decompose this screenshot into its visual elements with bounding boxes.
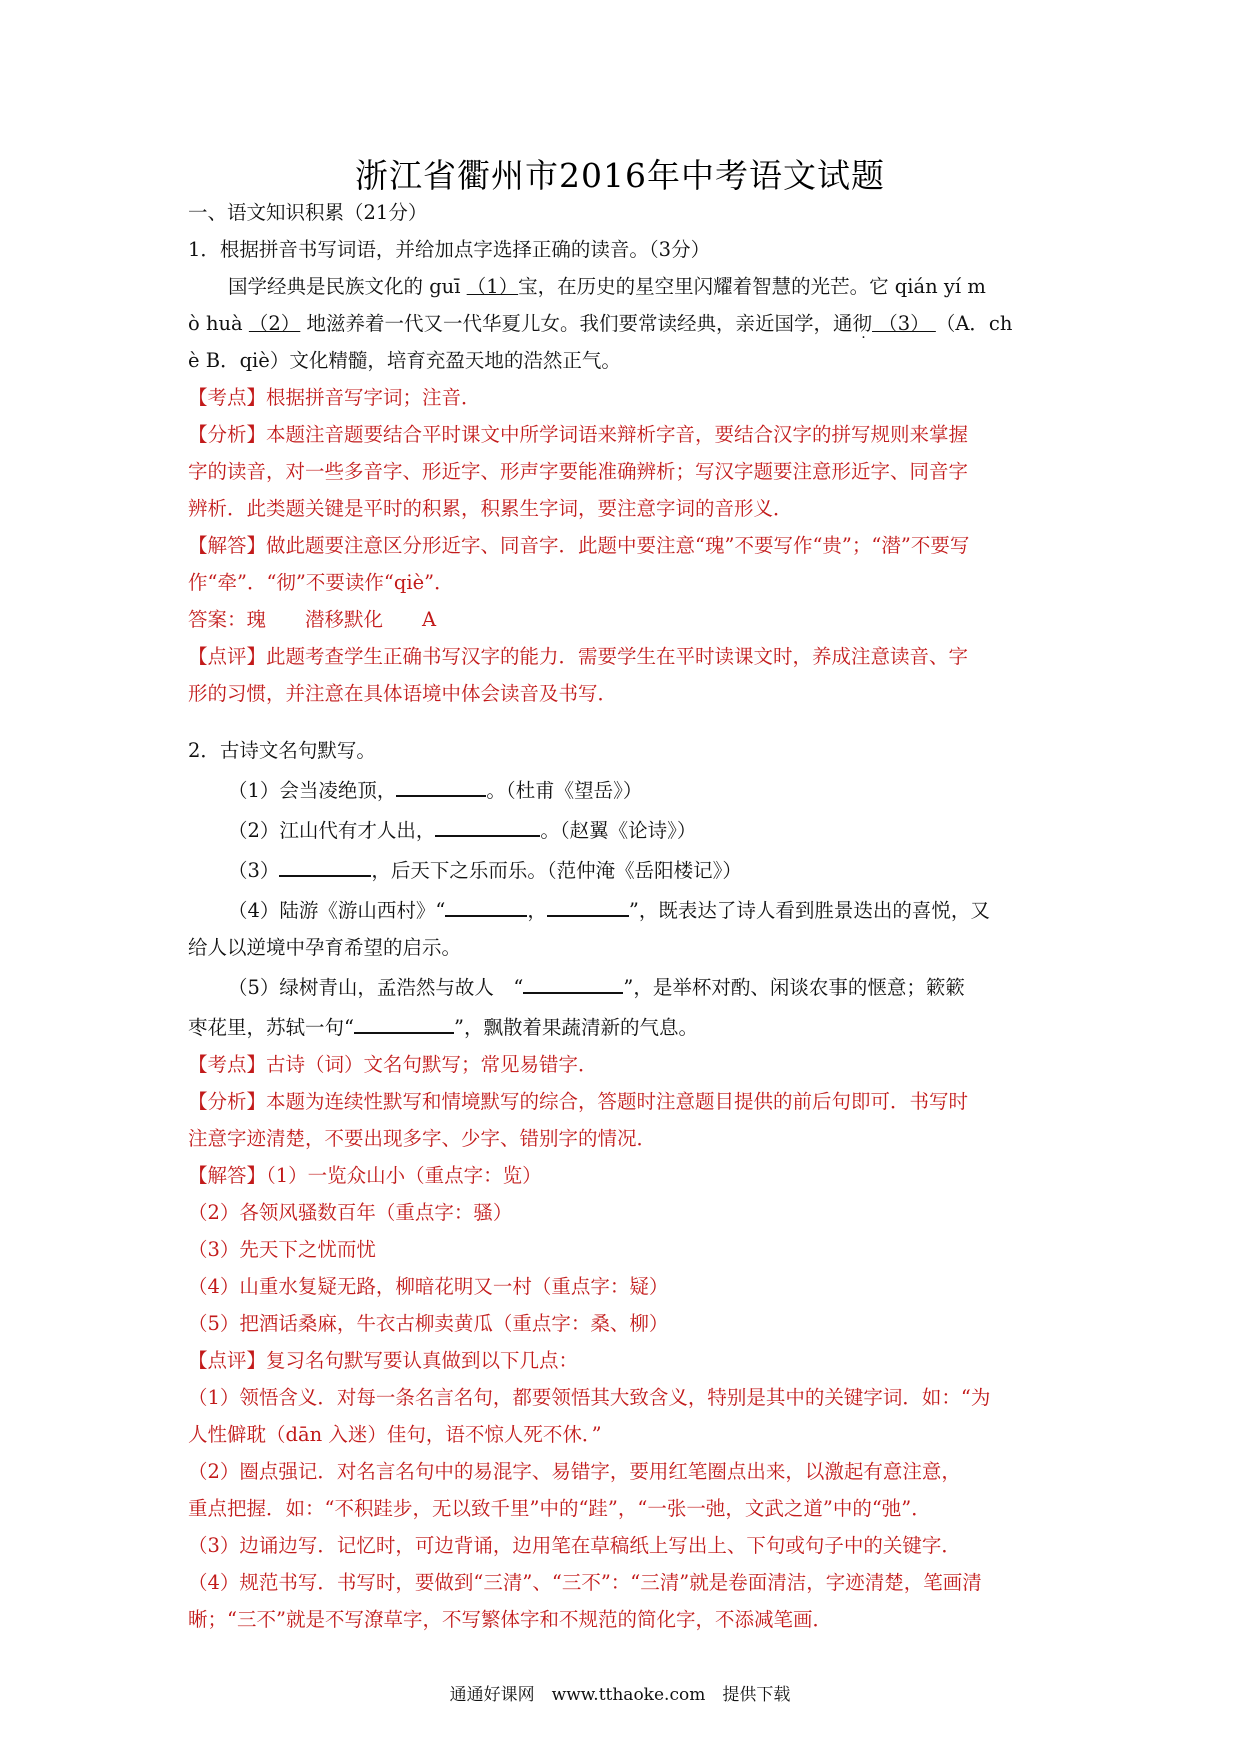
passage-text: 宝，在历史的星空里闪耀着智慧的光芒。它 qián yí m [518,275,986,298]
q1-answer: 答案：瑰 潜移默化 A [188,608,437,631]
question-1-passage-line-1 [188,272,1068,302]
q2-dianping-7: 晰；“三不”就是不写潦草字，不写繁体字和不规范的简化字，不添减笔画． [188,1608,832,1631]
q2-item-4-cont: 给人以逆境中孕育希望的启示。 [188,936,462,959]
section-heading: 一、语文知识积累（21分） [188,201,428,224]
passage-text: ò huà [188,312,249,335]
q2-item-5 [188,970,1068,1003]
answer-blank [445,893,527,917]
item-text: ”，飘散着果蔬清新的气息。 [453,1016,698,1039]
answer-blank [435,813,540,837]
answer-blank [396,773,486,797]
spacer [188,716,1068,736]
answer-blank [279,853,371,877]
q2-jieda-4: （4）山重水复疑无路，柳暗花明又一村（重点字：疑） [188,1275,669,1298]
item-text: （1）会当凌绝顶， [228,779,397,802]
blank-3: （3） [872,312,936,335]
item-text: （4）陆游《游山西村》“ [228,899,446,922]
q1-dianping-2: 形的习惯，并注意在具体语境中体会读音及书写． [188,682,618,705]
q2-fenxi-2: 注意字迹清楚，不要出现多字、少字、错别字的情况． [188,1127,657,1150]
item-text: ”，既表达了诗人看到胜景迭出的喜悦，又 [628,899,990,922]
item-text: 。（赵翼《论诗》） [540,819,697,842]
q2-dianping-1: （1）领悟含义．对每一条名言名句，都要领悟其大致含义，特别是其中的关键字词．如：“为 [188,1386,991,1409]
item-text: 。（杜甫《望岳》） [486,779,643,802]
answer-blank [523,970,623,994]
passage-text: （A．ch [935,312,1013,335]
answer-blank [354,1010,454,1034]
q1-fenxi-1: 【分析】本题注音题要结合平时课文中所学词语来辩析字音，要结合汉字的拼写规则来掌握 [188,423,969,446]
q2-jieda-3: （3）先天下之忧而忧 [188,1238,376,1261]
q2-item-5-cont [188,1010,1068,1043]
item-text: （5）绿树青山，孟浩然与故人 “ [228,976,524,999]
q1-fenxi-2: 字的读音，对一些多音字、形近字、形声字要能准确辨析；写汉字题要注意形近字、同音字 [188,460,969,483]
passage-text: 地滋养着一代又一代华夏儿女。我们要常读经典，亲近国学，通 [300,312,853,335]
q2-item-4 [188,893,1068,926]
q2-jieda-5: （5）把酒话桑麻，牛衣古柳卖黄瓜（重点字：桑、柳） [188,1312,669,1335]
question-1-passage-line-3: è B．qiè）文化精髓，培育充盈天地的浩然正气。 [188,349,621,372]
q1-kaodian: 【考点】根据拼音写字词；注音． [188,386,481,409]
passage-text: 国学经典是民族文化的 guī [228,275,467,298]
q2-dianping-6: （4）规范书写．书写时，要做到“三清”、“三不”：“三清”就是卷面清洁，字迹清楚，笔画清 [188,1571,982,1594]
item-text: （3） [228,859,280,882]
item-text: ，后天下之乐而乐。（范仲淹《岳阳楼记》） [371,859,742,882]
q2-item-2 [188,813,1068,846]
blank-2: （2） [248,312,301,335]
dotted-char: 彻 [852,312,873,335]
question-2-stem: 2．古诗文名句默写。 [188,739,376,762]
q2-dianping-3: （2）圈点强记．对名言名句中的易混字、易错字，要用红笔圈点出来，以激起有意注意， [188,1460,961,1483]
item-text: ， [527,899,547,922]
question-1-stem: 1．根据拼音书写词语，并给加点字选择正确的读音。（3分） [188,238,711,261]
blank-1: （1） [466,275,519,298]
q2-fenxi-1: 【分析】本题为连续性默写和情境默写的综合，答题时注意题目提供的前后句即可．书写时 [188,1090,969,1113]
q1-jieda-2: 作“牵”．“彻”不要读作“qiè”． [188,571,454,594]
q2-kaodian: 【考点】古诗（词）文名句默写；常见易错字． [188,1053,598,1076]
item-text: ”，是举杯对酌、闲谈农事的惬意；簌簌 [623,976,965,999]
q2-item-1 [188,773,1068,806]
q2-dianping-0: 【点评】复习名句默写要认真做到以下几点： [188,1349,579,1372]
q2-dianping-4: 重点把握．如：“不积跬步，无以致千里”中的“跬”，“一张一弛，文武之道”中的“弛”． [188,1497,931,1520]
item-text: 枣花里，苏轼一句“ [188,1016,354,1039]
page-footer: 通通好课网 www.tthaoke.com 提供下载 [449,1685,791,1705]
q1-fenxi-3: 辨析．此类题关键是平时的积累，积累生字词，要注意字词的音形义． [188,497,793,520]
page-content [188,198,1068,1642]
q2-item-3 [188,853,1068,886]
q1-dianping-1: 【点评】此题考查学生正确书写汉字的能力．需要学生在平时读课文时，养成注意读音、字 [188,645,969,668]
q2-dianping-2: 人性僻耽（dān 入迷）佳句，语不惊人死不休．” [188,1423,602,1446]
q1-jieda-1: 【解答】做此题要注意区分形近字、同音字．此题中要注意“瑰”不要写作“贵”；“潜”不要写 [188,534,970,557]
item-text: （2）江山代有才人出， [228,819,436,842]
q2-jieda-1: 【解答】（1）一览众山小（重点字：览） [188,1164,542,1187]
answer-blank [547,893,629,917]
question-1-passage-line-2 [188,309,1068,339]
q2-jieda-2: （2）各领风骚数百年（重点字：骚） [188,1201,513,1224]
page-title: 浙江省衢州市2016年中考语文试题 [355,156,885,195]
q2-dianping-5: （3）边诵边写．记忆时，可边背诵，边用笔在草稿纸上写出上、下句或句子中的关键字． [188,1534,961,1557]
